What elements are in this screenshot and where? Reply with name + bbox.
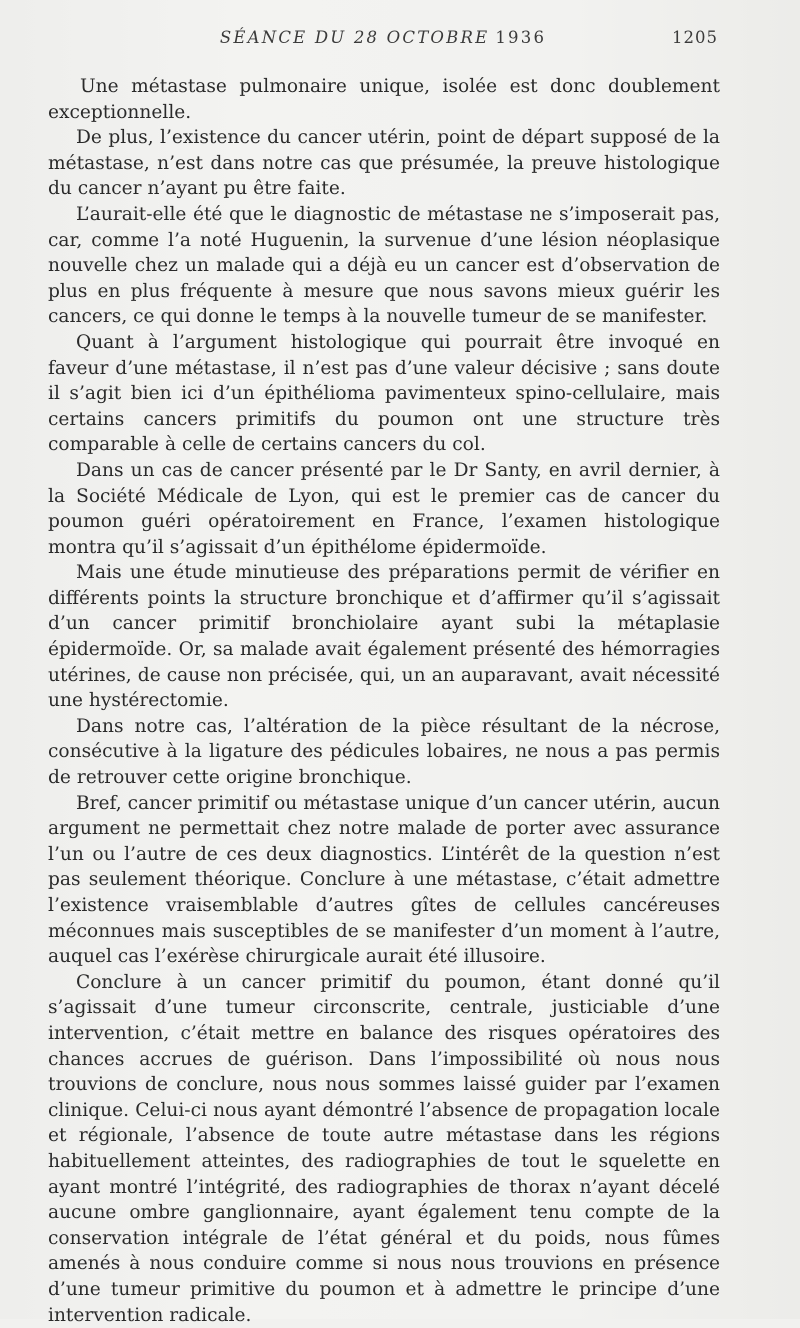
running-head-year: 1936 xyxy=(495,28,547,47)
body-text xyxy=(48,74,720,1328)
paragraph: Dans notre cas, l’altération de la pièce résultant de la nécrose, consécutive à la ligature des pédicules lobaires, ne nous a pas permis de retrouver cette origine bronchique. xyxy=(48,715,720,789)
paragraph: Conclure à un cancer primitif du poumon, étant donné qu’il s’agissait d’une tumeur circonscrite, centrale, justiciable d’une intervention, c’était mettre en balance des risques opératoires des chances accrues de guérison. Dans l’impossibilité où nous nous trouvions de conclure, nous nous sommes laissé guider par l’examen clinique. Celui-ci nous ayant démontré l’absence de propagation locale et régionale, l’absence de toute autre métastase dans les régions habituellement atteintes, des radiographies de tout le squelette en ayant montré l’intégrité, des radiographies de thorax n’ayant décelé aucune ombre ganglionnaire, ayant également tenu compte de la conservation intégrale de l’état général et du poids, nous fûmes amenés à nous conduire comme si nous nous trouvions en présence d’une tumeur primitive du poumon et à admettre le principe d’une intervention radicale. xyxy=(48,971,720,1326)
paragraph: Mais une étude minutieuse des préparations permit de vérifier en différents points la structure bronchique et d’affirmer qu’il s’agissait d’un cancer primitif bronchiolaire ayant subi la métaplasie épidermoïde. Or, sa malade avait également présenté des hémorragies utérines, de cause non précisée, qui, un an auparavant, avait nécessité une hystérectomie. xyxy=(48,562,720,712)
page-number: 1205 xyxy=(672,28,718,47)
paragraph: Dans un cas de cancer présenté par le Dr Santy, en avril dernier, à la Société Médicale de Lyon, qui est le premier cas de cancer du poumon guéri opératoirement en France, l’examen histologique montra qu’il s’agissait d’un épithélome épidermoïde. xyxy=(48,459,720,558)
paragraph: De plus, l’existence du cancer utérin, point de départ supposé de la métastase, n’est dans notre cas que présumée, la preuve histologique du cancer n’ayant pu être faite. xyxy=(48,127,720,200)
paragraph: Une métastase pulmonaire unique, isolée est donc doublement exceptionnelle. xyxy=(48,76,720,123)
paragraph: Quant à l’argument histologique qui pourrait être invoqué en faveur d’une métastase, il n’est pas d’une valeur décisive ; sans doute il s’agit bien ici d’un épithélioma pavimenteux spino-cellulaire, mais certains cancers primitifs du poumon ont une structure très comparable à celle de certains cancers du col. xyxy=(48,331,720,456)
running-head-title: SÉANCE DU 28 OCTOBRE xyxy=(219,28,490,47)
running-head xyxy=(48,28,718,47)
paragraph: Bref, cancer primitif ou métastase unique d’un cancer utérin, aucun argument ne permettait chez notre malade de porter avec assurance l’un ou l’autre de ces deux diagnostics. L’intérêt de la question n’est pas seulement théorique. Conclure à une métastase, c’était admettre l’existence vraisemblable d’autres gîtes de cellules cancéreuses méconnues mais susceptibles de se manifester d’un moment à l’autre, auquel cas l’exérèse chirurgicale aurait été illusoire. xyxy=(48,792,720,968)
paragraph: L’aurait-elle été que le diagnostic de métastase ne s’imposerait pas, car, comme l’a noté Huguenin, la survenue d’une lésion néoplasique nouvelle chez un malade qui a déjà eu un cancer est d’observation de plus en plus fréquente à mesure que nous savons mieux guérir les cancers, ce qui donne le temps à la nouvelle tumeur de se manifester. xyxy=(48,203,720,328)
page-header xyxy=(48,28,718,56)
